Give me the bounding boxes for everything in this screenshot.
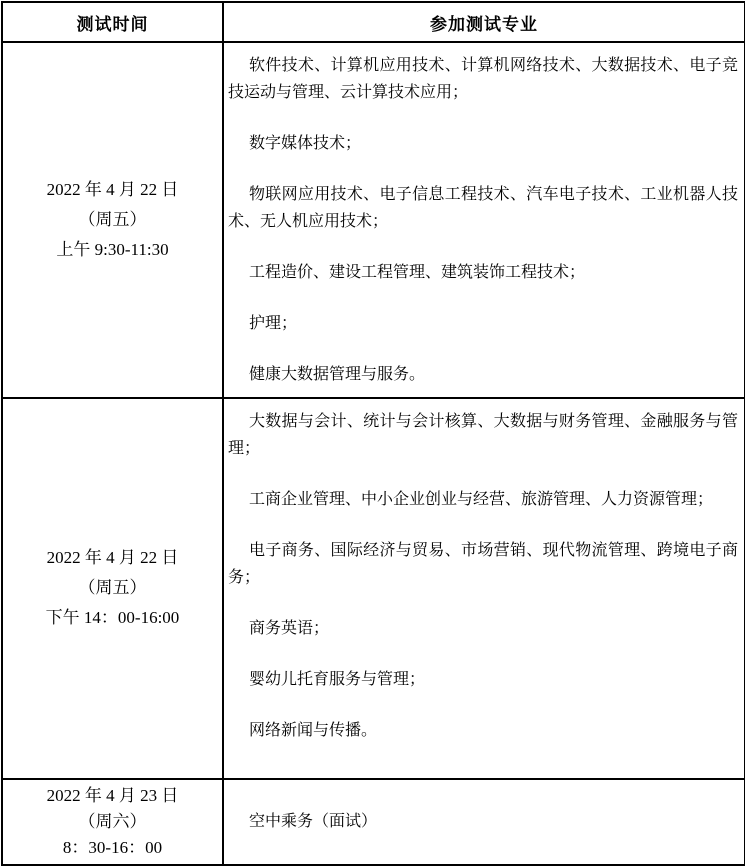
time-cell-session-3 [2, 779, 223, 865]
majors-paragraph: 工商企业管理、中小企业创业与经营、旅游管理、人力资源管理； [249, 490, 714, 508]
majors-cell-session-1 [223, 42, 745, 398]
weekday-line: （周六） [78, 811, 147, 831]
time-range-line: 上午 9:30-11:30 [56, 239, 169, 259]
majors-paragraph: 商务英语； [249, 619, 330, 637]
weekday-line: （周五） [78, 578, 147, 598]
table-row [2, 42, 745, 398]
majors-paragraph: 网络新闻与传播。 [249, 721, 378, 739]
table-row [2, 398, 745, 779]
majors-paragraph: 电子商务、国际经济与贸易、市场营销、现代物流管理、跨境电子商务； [228, 541, 738, 586]
date-line: 2022 年 4 月 22 日 [46, 179, 179, 199]
time-range-line: 下午 14：00-16:00 [45, 608, 180, 628]
majors-paragraph: 数字媒体技术； [249, 135, 362, 152]
table-row [2, 779, 745, 865]
majors-cell-session-2 [223, 398, 745, 779]
header-cell-majors: 参加测试专业 [223, 2, 745, 42]
majors-paragraph: 护理； [249, 315, 298, 332]
majors-paragraph: 工程造价、建设工程管理、建筑装饰工程技术； [249, 264, 586, 281]
majors-paragraph: 物联网应用技术、电子信息工程技术、汽车电子技术、工业机器人技术、无人机应用技术； [228, 186, 738, 230]
time-cell-session-2 [2, 398, 223, 779]
majors-paragraph: 空中乘务（面试） [249, 813, 378, 831]
test-schedule-table [1, 1, 745, 866]
date-line: 2022 年 4 月 23 日 [46, 785, 179, 805]
majors-paragraph: 大数据与会计、统计与会计核算、大数据与财务管理、金融服务与管理； [228, 412, 738, 457]
majors-cell-session-3 [223, 779, 745, 865]
time-range-line: 8：30-16：00 [62, 837, 163, 857]
header-cell-test-time: 测试时间 [2, 2, 223, 42]
weekday-line: （周五） [78, 209, 147, 229]
majors-paragraph: 健康大数据管理与服务。 [249, 366, 426, 383]
date-line: 2022 年 4 月 22 日 [46, 548, 179, 568]
table-header-row [2, 2, 745, 42]
time-cell-session-1 [2, 42, 223, 398]
majors-paragraph: 婴幼儿托育服务与管理； [249, 670, 426, 688]
majors-paragraph: 软件技术、计算机应用技术、计算机网络技术、大数据技术、电子竞技运动与管理、云计算技术应用； [228, 57, 738, 101]
